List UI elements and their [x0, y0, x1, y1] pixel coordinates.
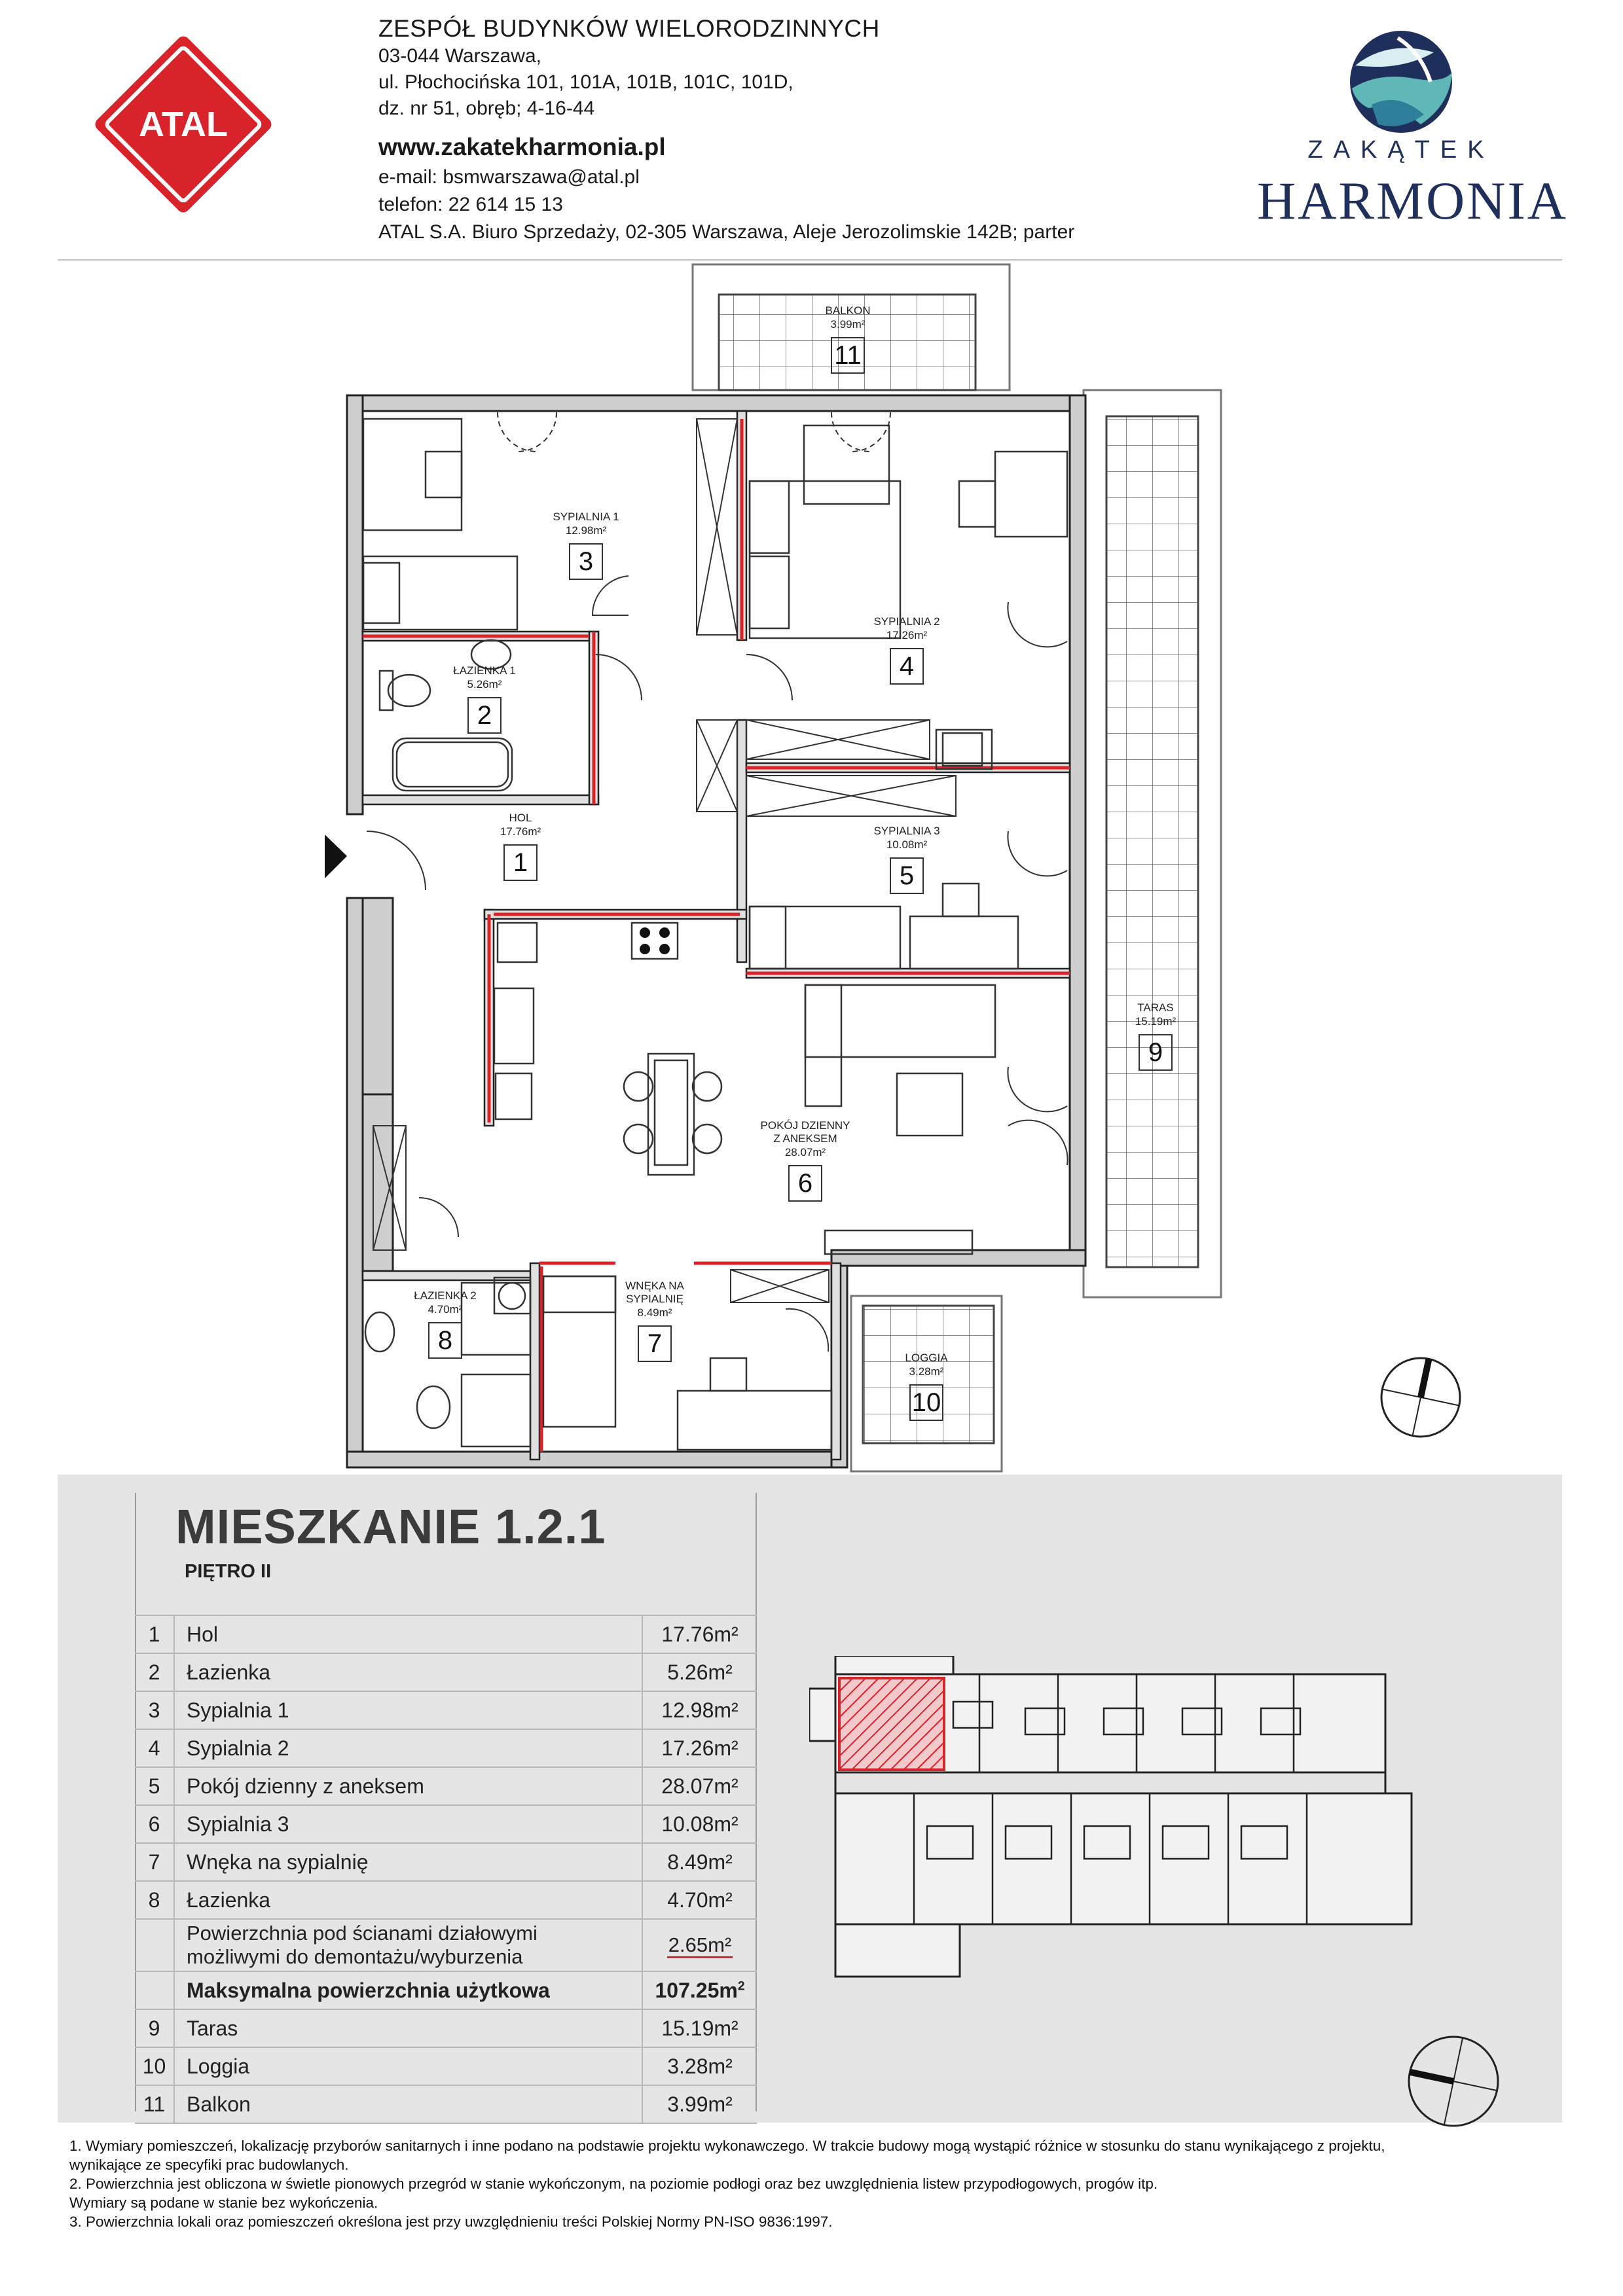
room-label-lazienka-2: ŁAZIENKA 2 4.70m² 8 [406, 1289, 484, 1359]
brand-name-bottom: HARMONIA [1257, 171, 1568, 230]
room-label-loggia: LOGGIA 3.28m² 10 [894, 1352, 959, 1421]
floor-label: PIĘTRO II [185, 1561, 272, 1582]
room-label-wneka: WNĘKA NA SYPIALNIĘ 8.49m² 7 [612, 1280, 697, 1362]
footnote-line: 3. Powierzchnia lokali oraz pomieszczeń określona jest przy uwzględnieniu treści Polskiej Normy PN-ISO 9836:1997. [69, 2214, 833, 2230]
footnote-line: 1. Wymiary pomieszczeń, lokalizację przyborów sanitarnych i inne podano na podstawie projektu wykonawczego. W trakcie budowy mogą wystąpić różnice w stosunku do stanu wynikającego z projektu, [69, 2138, 1385, 2154]
table-row: 8 Łazienka 4.70m² [135, 1881, 757, 1919]
apartment-highlight [839, 1678, 944, 1770]
atal-logo-text: ATAL [139, 105, 228, 144]
development-title: ZESPÓŁ BUDYNKÓW WIELORODZINNYCH [378, 15, 880, 42]
compass-icon [1404, 2032, 1503, 2130]
compass-icon [1378, 1355, 1463, 1440]
email-text[interactable]: e-mail: bsmwarszawa@atal.pl [378, 166, 640, 188]
entrance-arrow-icon [325, 834, 347, 878]
max-area-row: Maksymalna powierzchnia użytkowa $107.25m^2$ [135, 1971, 757, 2009]
table-row: 2 Łazienka 5.26m² [135, 1653, 757, 1691]
apartment-title: MIESZKANIE 1.2.1 [175, 1499, 606, 1554]
brand-name-top: ZAKĄTEK [1307, 136, 1495, 164]
table-row: 5 Pokój dzienny z aneksem 28.07m² [135, 1767, 757, 1805]
table-row: 9 Taras 15.19m² [135, 2009, 757, 2047]
room-label-sypialnia-3: SYPIALNIA 3 10.08m² 5 [858, 825, 956, 894]
room-label-sypialnia-1: SYPIALNIA 1 12.98m² 3 [537, 511, 635, 580]
table-row: 4 Sypialnia 2 17.26m² [135, 1729, 757, 1767]
footnote-line: 2. Powierzchnia jest obliczona w świetle pionowych przegród w stanie wykończonym, na poziomie podłogi oraz bez uwzględnienia listew przypodłogowych, progów itp. [69, 2176, 1158, 2192]
room-label-balkon: BALKON 3.99m² 11 [815, 304, 881, 374]
office-address: ATAL S.A. Biuro Sprzedaży, 02-305 Warszawa, Aleje Jerozolimskie 142B; parter [378, 221, 1075, 243]
room-label-lazienka-1: ŁAZIENKA 1 5.26m² 2 [445, 664, 524, 734]
room-label-sypialnia-2: SYPIALNIA 2 17.26m² 4 [858, 615, 956, 685]
table-row: 11 Balkon 3.99m² [135, 2085, 757, 2123]
footnotes [69, 2136, 1556, 2231]
phone-text: telefon: 22 614 15 13 [378, 194, 563, 215]
address-line: ul. Płochocińska 101, 101A, 101B, 101C, 101D, [378, 71, 793, 93]
table-row: 1 Hol 17.76m² [135, 1615, 757, 1653]
address-line: dz. nr 51, obręb; 4-16-44 [378, 98, 595, 119]
room-label-pokoj-dzienny: POKÓJ DZIENNY Z ANEKSEM 28.07m² 6 [750, 1119, 861, 1202]
room-area-table [135, 1615, 757, 2124]
website-link[interactable]: www.zakatekharmonia.pl [378, 134, 666, 160]
demountable-area-value: 2.65m² [667, 1933, 733, 1958]
address-line: 03-044 Warszawa, [378, 45, 541, 67]
table-row: 10 Loggia 3.28m² [135, 2047, 757, 2085]
table-row: 7 Wnęka na sypialnię 8.49m² [135, 1843, 757, 1881]
max-area-value: 107.25m [655, 1978, 738, 2002]
footnote-line: Wymiary są podane w stanie bez wykończenia. [69, 2195, 378, 2211]
demountable-walls-row: Powierzchnia pod ścianami działowymi możliwymi do demontażu/wyburzenia 2.65m² [135, 1919, 757, 1971]
room-label-hol: HOL 17.76m² 1 [491, 812, 550, 881]
terrace-outline [1084, 390, 1221, 1297]
building-key-plan [809, 1656, 1425, 1983]
table-row: 3 Sypialnia 1 12.98m² [135, 1691, 757, 1729]
room-label-taras: TARAS 15.19m² 9 [1120, 1001, 1192, 1071]
table-row: 6 Sypialnia 3 10.08m² [135, 1805, 757, 1843]
footnote-line: wynikające ze specyfiki prac budowlanych. [69, 2157, 349, 2173]
